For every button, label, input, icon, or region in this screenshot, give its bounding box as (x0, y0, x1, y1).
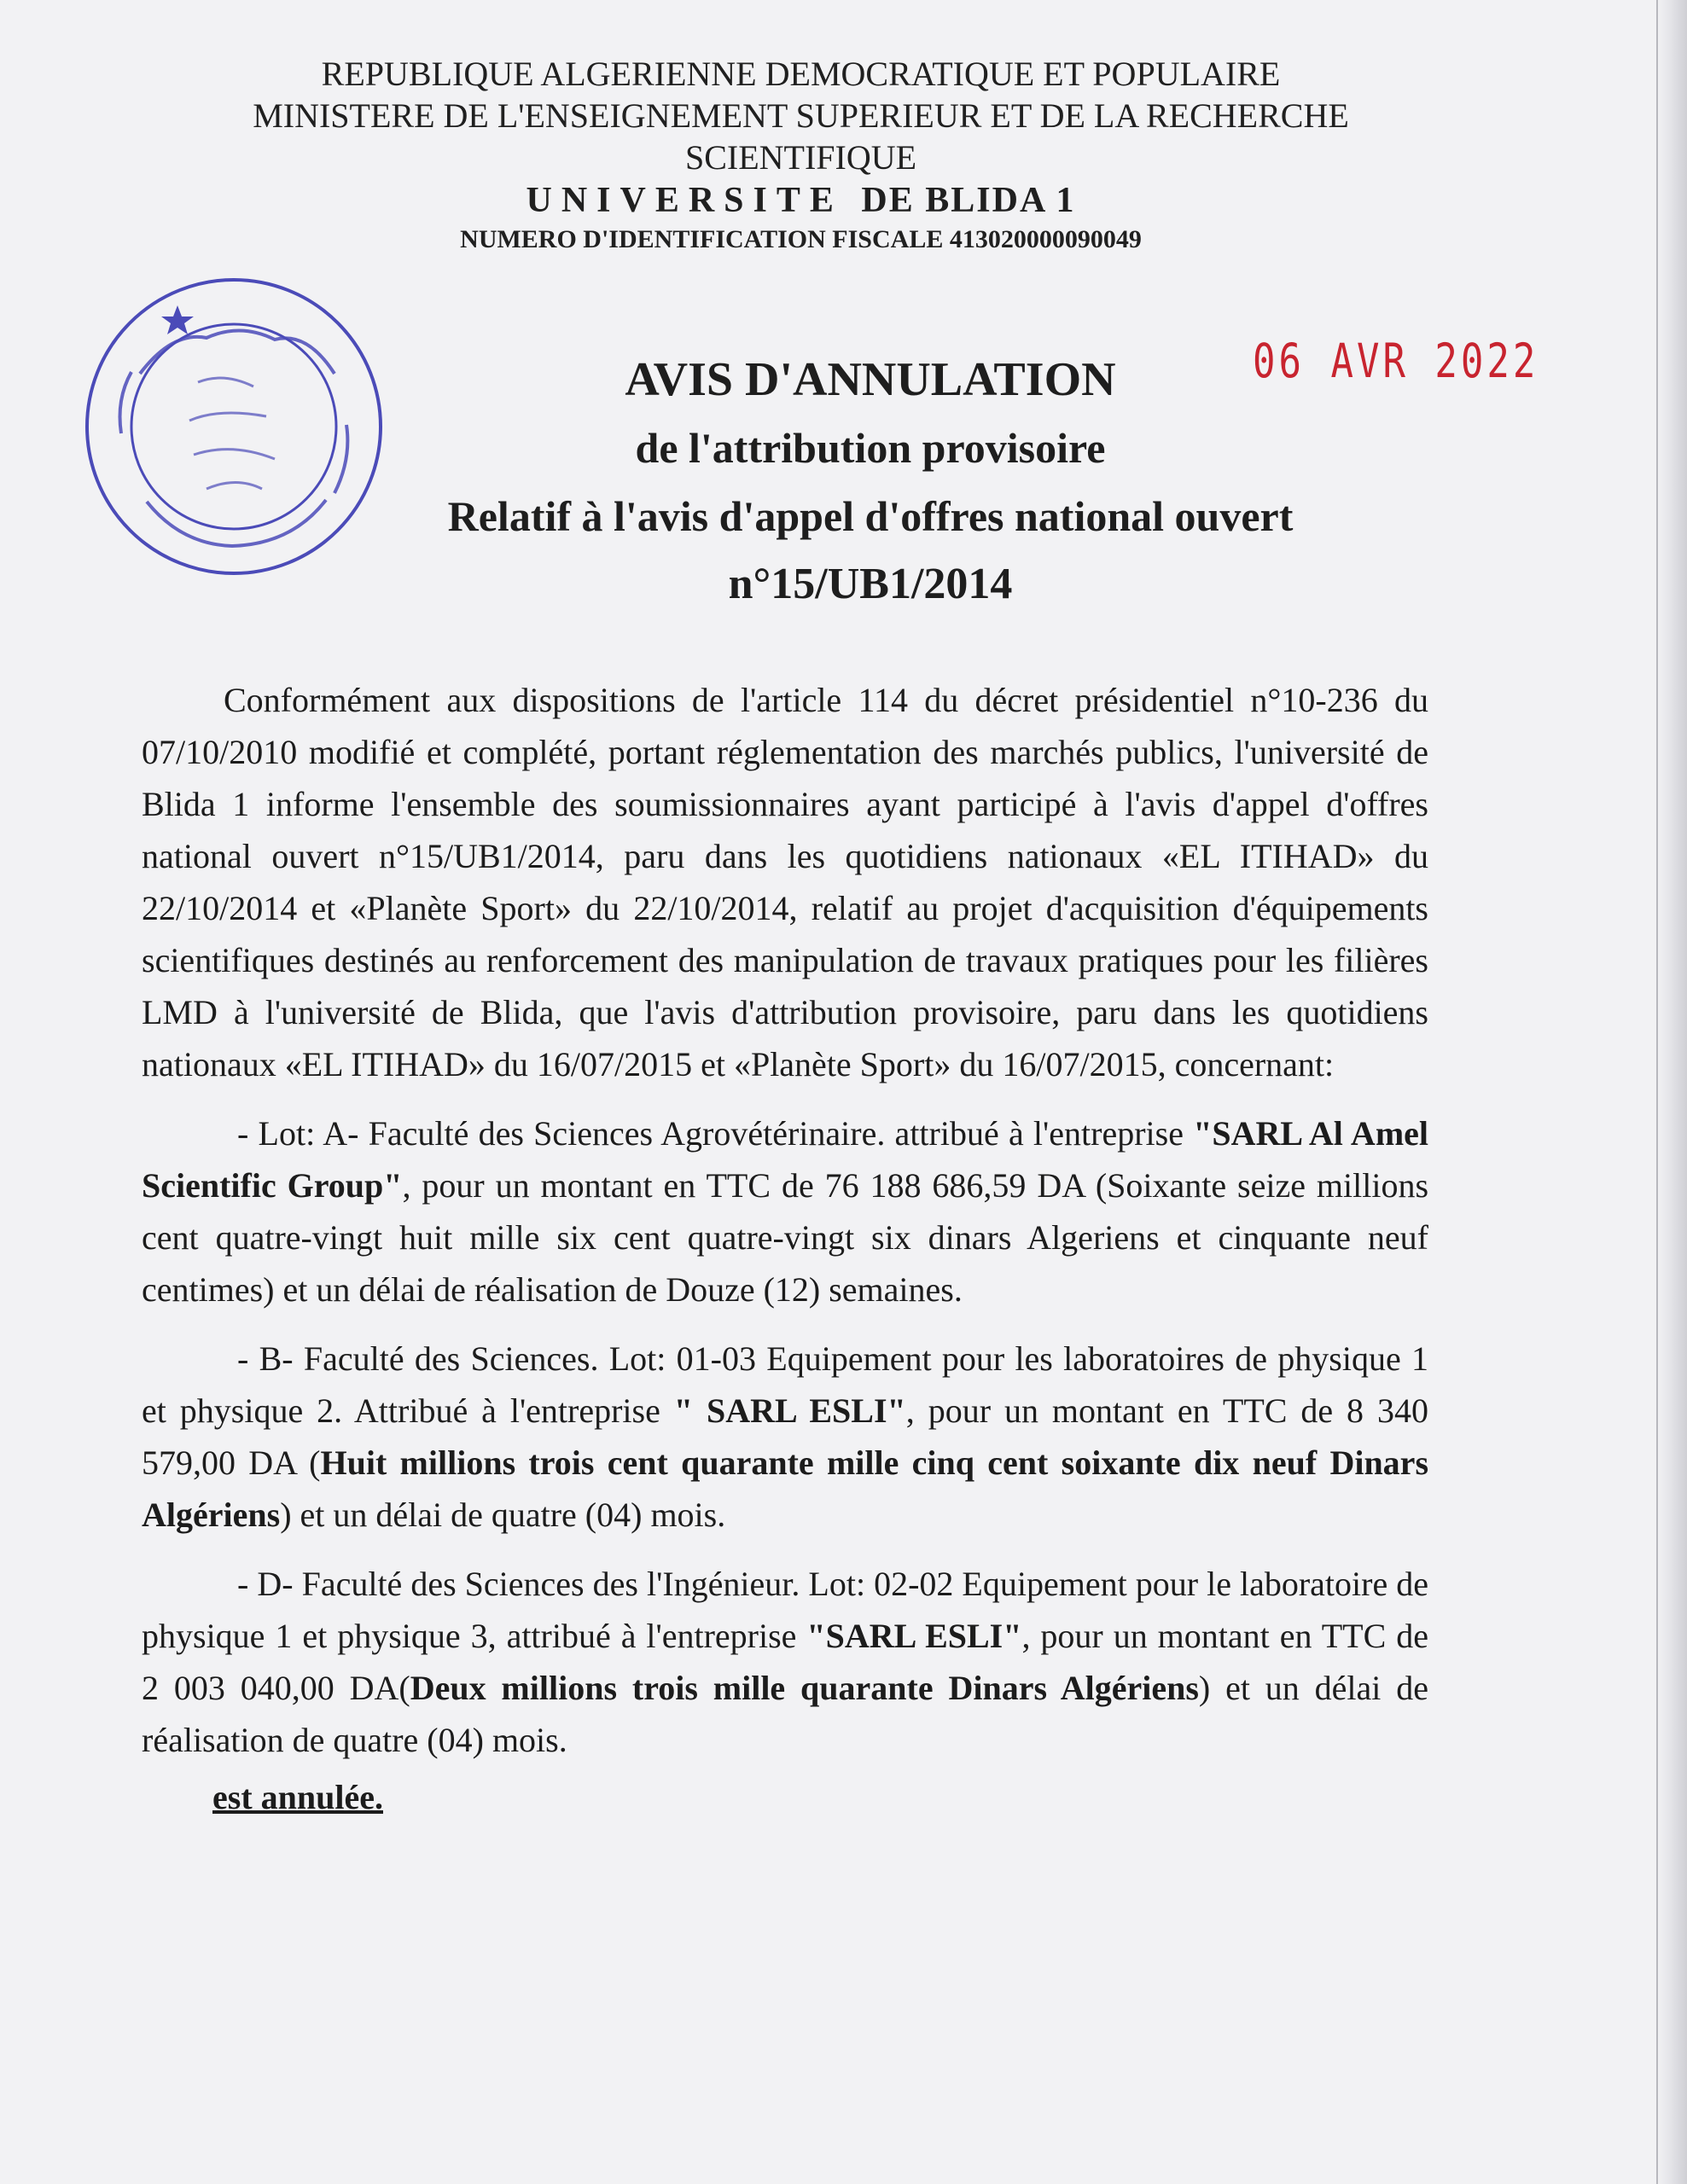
title-line-3: Relatif à l'avis d'appel d'offres national ouvert (447, 492, 1294, 540)
date-stamp: 06 AVR 2022 (1253, 334, 1539, 389)
title-line-2: de l'attribution provisoire (635, 424, 1106, 472)
university-name: DE BLIDA 1 (861, 181, 1076, 220)
cancellation-statement: est annulée. (212, 1778, 383, 1816)
lot-d-paragraph (142, 1558, 1428, 1766)
lot-b-company: " SARL ESLI" (673, 1391, 906, 1430)
lot-d-text: - D- Faculté des Sciences des l'Ingénieur. Lot: 02-02 Equipement pour le laboratoire de physique 1 et physique 3, attribué à l'entreprise (142, 1565, 1428, 1655)
lot-b-amount: , pour un montant en TTC de 8 340 579,00 DA ( (142, 1391, 1428, 1482)
notice-body (142, 674, 1428, 1823)
title-line-1: AVIS D'ANNULATION (625, 353, 1116, 406)
lot-a-text: - Lot: A- Faculté des Sciences Agrovétérinaire. attribué à l'entreprise (237, 1114, 1194, 1153)
lot-b-amount-words: Huit millions trois cent quarante mille cinq cent soixante dix neuf Dinars Algériens (142, 1443, 1429, 1534)
lot-b-paragraph (142, 1333, 1428, 1541)
lot-d-delay: ) et un délai de réalisation de quatre (04) mois. (142, 1669, 1429, 1759)
stamp-star-icon (161, 305, 194, 334)
letterhead (0, 53, 1602, 257)
scan-edge (1656, 0, 1687, 2184)
lot-d-amount-words: Deux millions trois mille quarante Dinars Algériens (410, 1669, 1199, 1707)
title-line-4: n°15/UB1/2014 (728, 560, 1013, 608)
header-ministry: MINISTERE DE L'ENSEIGNEMENT SUPERIEUR ET DE LA RECHERCHE (253, 96, 1349, 135)
header-university (0, 178, 1602, 223)
lot-a-company: "SARL Al Amel Scientific Group" (142, 1114, 1428, 1205)
lot-a-paragraph (142, 1107, 1428, 1316)
lot-b-text: - B- Faculté des Sciences. Lot: 01-03 Equipement pour les laboratoires de physique 1 et physique 2. Attribué à l'entreprise (142, 1339, 1428, 1430)
lot-a-amount: , pour un montant en TTC de 76 188 686,59 DA (Soixante seize millions cent quatre-vingt huit mille six cent quatre-vingt six dinars Algeriens et cinquante neuf centimes) et un délai de réalisation de Douze (12) semaines. (142, 1166, 1429, 1309)
lot-b-delay: ) et un délai de quatre (04) mois. (280, 1496, 726, 1534)
header-fiscal-id: NUMERO D'IDENTIFICATION FISCALE 413020000090049 (460, 225, 1142, 253)
notice-title (256, 346, 1485, 619)
header-ministry-cont: SCIENTIFIQUE (684, 138, 917, 177)
intro-paragraph: Conformément aux dispositions de l'article 114 du décret présidentiel n°10-236 du 07/10/2010 modifié et complété, portant réglementation des marchés publics, l'université de Blida 1 informe l'ensemble des soumissionnaires ayant participé à l'avis d'appel d'offres national ouvert n°15/UB1/2014, paru dans les quotidiens nationaux «EL ITIHAD» du 22/10/2014 et «Planète Sport» du 22/10/2014, relatif au projet d'acquisition d'équipements scientifiques destinés au renforcement des manipulation de travaux pratiques pour les filières LMD à l'université de Blida, que l'avis d'attribution provisoire, paru dans les quotidiens nationaux «EL ITIHAD» du 16/07/2015 et «Planète Sport» du 16/07/2015, concernant: (142, 681, 1428, 1083)
lot-d-company: "SARL ESLI" (806, 1617, 1022, 1655)
university-spaced: UNIVERSITE (526, 181, 843, 220)
header-republic: REPUBLIQUE ALGERIENNE DEMOCRATIQUE ET POPULAIRE (321, 55, 1281, 93)
lot-d-amount: , pour un montant en TTC de 2 003 040,00 DA( (142, 1617, 1428, 1707)
scan-edge-line (1656, 0, 1658, 2184)
